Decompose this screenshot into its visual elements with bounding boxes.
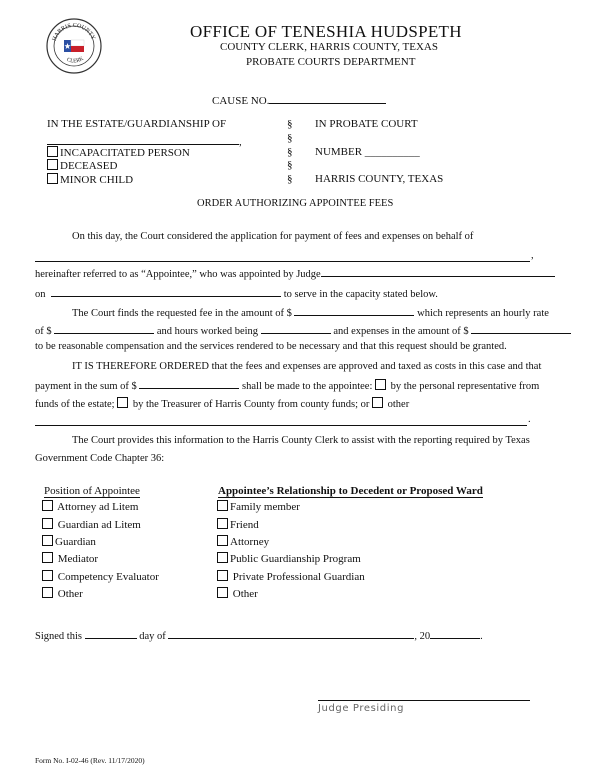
judge-presiding-label: Judge Presiding	[318, 703, 405, 714]
checkbox-deceased[interactable]	[47, 159, 58, 170]
checkbox-county-treasurer[interactable]	[117, 397, 128, 408]
option-minor-child-label: MINOR CHILD	[60, 174, 134, 186]
day-of-label: day of	[139, 631, 166, 642]
hours-worked-line[interactable]	[261, 323, 331, 334]
option-incapacitated-label: INCAPACITATED PERSON	[60, 147, 190, 159]
expenses-amount-line[interactable]	[471, 323, 571, 334]
applicant-name-line[interactable]	[35, 261, 530, 262]
section-sign: §	[287, 118, 293, 130]
checkbox-position[interactable]	[42, 500, 53, 511]
checkbox-position[interactable]	[42, 552, 53, 563]
relationship-private-guardian[interactable]	[217, 570, 365, 583]
checkbox-relationship[interactable]	[217, 500, 228, 511]
option-minor-child[interactable]	[47, 173, 133, 186]
paragraph-1-start: On this day, the Court considered the application for payment of fees and expenses on behalf of	[72, 231, 474, 242]
position-other[interactable]	[42, 587, 83, 600]
checkbox-relationship[interactable]	[217, 587, 228, 598]
position-guardian-ad-litem[interactable]	[42, 518, 141, 531]
payment-source-field[interactable]	[35, 397, 409, 410]
relationship-label: Other	[232, 588, 258, 600]
position-guardian[interactable]	[42, 535, 96, 548]
section-sign: §	[287, 146, 293, 158]
appointment-date-line[interactable]	[51, 286, 281, 297]
position-label: Mediator	[57, 553, 99, 565]
therefore-ordered-text: IT IS THEREFORE ORDERED that the fees and expenses are approved and taxed as costs in this case and that	[72, 361, 542, 372]
relationship-attorney[interactable]	[217, 535, 269, 548]
judge-signature-line[interactable]	[318, 700, 530, 701]
relationship-other[interactable]	[217, 587, 258, 600]
on-label: on	[35, 289, 46, 300]
checkbox-position[interactable]	[42, 518, 53, 529]
requested-fee-label: The Court finds the requested fee in the amount of $	[72, 308, 292, 319]
court-provides-info-text: The Court provides this information to the Harris County Clerk to assist with the reporting required by Texas	[72, 435, 530, 446]
signed-year-line[interactable]	[430, 628, 480, 639]
signed-day-line[interactable]	[85, 628, 137, 639]
option-deceased-label: DECEASED	[60, 160, 118, 172]
relationship-label: Family member	[230, 501, 300, 513]
office-title: OFFICE OF TENESHIA HUDSPETH	[190, 22, 462, 41]
office-subtitle-county: COUNTY CLERK, HARRIS COUNTY, TEXAS	[220, 41, 438, 53]
checkbox-incapacitated[interactable]	[47, 146, 58, 157]
county-treasurer-label: by the Treasurer of Harris County from county funds; or	[132, 399, 370, 410]
expenses-label: and expenses in the amount of $	[333, 326, 469, 337]
signed-period: .	[480, 631, 483, 642]
requested-fee-field[interactable]	[72, 305, 549, 319]
serve-capacity-label: to serve in the capacity stated below.	[283, 289, 438, 300]
checkbox-position[interactable]	[42, 570, 53, 581]
signed-month-line[interactable]	[168, 628, 414, 639]
position-label: Attorney ad Litem	[57, 501, 139, 513]
personal-representative-label: by the personal representative from	[390, 381, 540, 392]
checkbox-position[interactable]	[42, 587, 53, 598]
option-deceased[interactable]	[47, 159, 117, 172]
position-attorney-ad-litem[interactable]	[42, 500, 138, 513]
rate-dollar-label: of $	[35, 326, 52, 337]
option-incapacitated[interactable]	[47, 146, 190, 159]
other-source-label: other	[387, 399, 410, 410]
checkbox-relationship[interactable]	[217, 552, 228, 563]
relationship-label: Public Guardianship Program	[230, 553, 361, 565]
hours-worked-label: and hours worked being	[156, 326, 259, 337]
county-state-label: HARRIS COUNTY, TEXAS	[315, 173, 444, 185]
other-source-line[interactable]	[35, 425, 527, 426]
checkbox-minor-child[interactable]	[47, 173, 58, 184]
checkbox-relationship[interactable]	[217, 518, 228, 529]
reasonable-compensation-text: to be reasonable compensation and the services rendered to be necessary and that this request should be granted.	[35, 341, 507, 352]
relationship-heading: Appointee’s Relationship to Decedent or Proposed Ward	[218, 485, 483, 497]
relationship-label: Private Professional Guardian	[232, 571, 365, 583]
applicant-comma: ,	[531, 250, 534, 261]
probate-court-label: IN PROBATE COURT	[315, 118, 418, 130]
seal-text-bottom: CLERK	[65, 55, 85, 65]
cause-number-line[interactable]	[269, 93, 386, 104]
court-number-label: NUMBER __________	[315, 146, 420, 158]
position-heading: Position of Appointee	[44, 485, 140, 497]
relationship-public-guardianship[interactable]	[217, 552, 361, 565]
appointed-by-judge-field[interactable]	[35, 266, 555, 280]
position-label: Other	[57, 588, 83, 600]
position-competency-evaluator[interactable]	[42, 570, 159, 583]
section-sign: §	[287, 132, 293, 144]
form-number: Form No. I-02-46 (Rev. 11/17/2020)	[35, 756, 145, 765]
relationship-label: Attorney	[230, 536, 270, 548]
checkbox-position[interactable]	[42, 535, 53, 546]
estate-comma: ,	[239, 136, 242, 148]
checkbox-relationship[interactable]	[217, 570, 228, 581]
appointed-by-judge-label: hereinafter referred to as “Appointee,” who was appointed by Judge	[35, 269, 321, 280]
cause-number-field[interactable]	[212, 93, 386, 107]
other-source-period: .	[528, 414, 531, 425]
position-label: Guardian ad Litem	[57, 519, 141, 531]
made-to-appointee-label: shall be made to the appointee:	[242, 381, 373, 392]
relationship-friend[interactable]	[217, 518, 259, 531]
relationship-label: Friend	[230, 519, 259, 531]
position-label: Competency Evaluator	[57, 571, 159, 583]
checkbox-relationship[interactable]	[217, 535, 228, 546]
position-label: Guardian	[55, 536, 96, 548]
requested-fee-line[interactable]	[294, 305, 414, 316]
county-clerk-seal	[46, 18, 102, 74]
payment-sum-label: payment in the sum of $	[35, 381, 137, 392]
section-sign: §	[287, 173, 293, 185]
hourly-rate-label: which represents an hourly rate	[417, 308, 549, 319]
cause-number-label: CAUSE NO.	[212, 95, 270, 107]
funds-of-estate-label: funds of the estate;	[35, 399, 115, 410]
signed-this-label: Signed this	[35, 631, 82, 642]
office-subtitle-dept: PROBATE COURTS DEPARTMENT	[246, 56, 416, 68]
hourly-rate-line[interactable]	[54, 323, 154, 334]
rate-hours-expenses-field[interactable]	[35, 323, 571, 337]
checkbox-personal-representative[interactable]	[375, 379, 386, 390]
government-code-text: Government Code Chapter 36:	[35, 453, 165, 464]
estate-name-line[interactable]	[47, 134, 239, 145]
order-title: ORDER AUTHORIZING APPOINTEE FEES	[197, 198, 394, 209]
year-prefix-label: , 20	[414, 631, 431, 642]
section-sign: §	[287, 159, 293, 171]
appointment-date-field[interactable]	[35, 286, 438, 300]
payment-sum-line[interactable]	[139, 378, 239, 389]
position-mediator[interactable]	[42, 552, 98, 565]
estate-label: IN THE ESTATE/GUARDIANSHIP OF	[47, 118, 227, 130]
seal-text-top: HARRIS COUNTY	[51, 22, 96, 42]
signed-date-field[interactable]	[35, 628, 483, 642]
payment-sum-field[interactable]	[35, 378, 539, 392]
relationship-family-member[interactable]	[217, 500, 300, 513]
checkbox-other-source[interactable]	[372, 397, 383, 408]
judge-name-line[interactable]	[321, 266, 555, 277]
